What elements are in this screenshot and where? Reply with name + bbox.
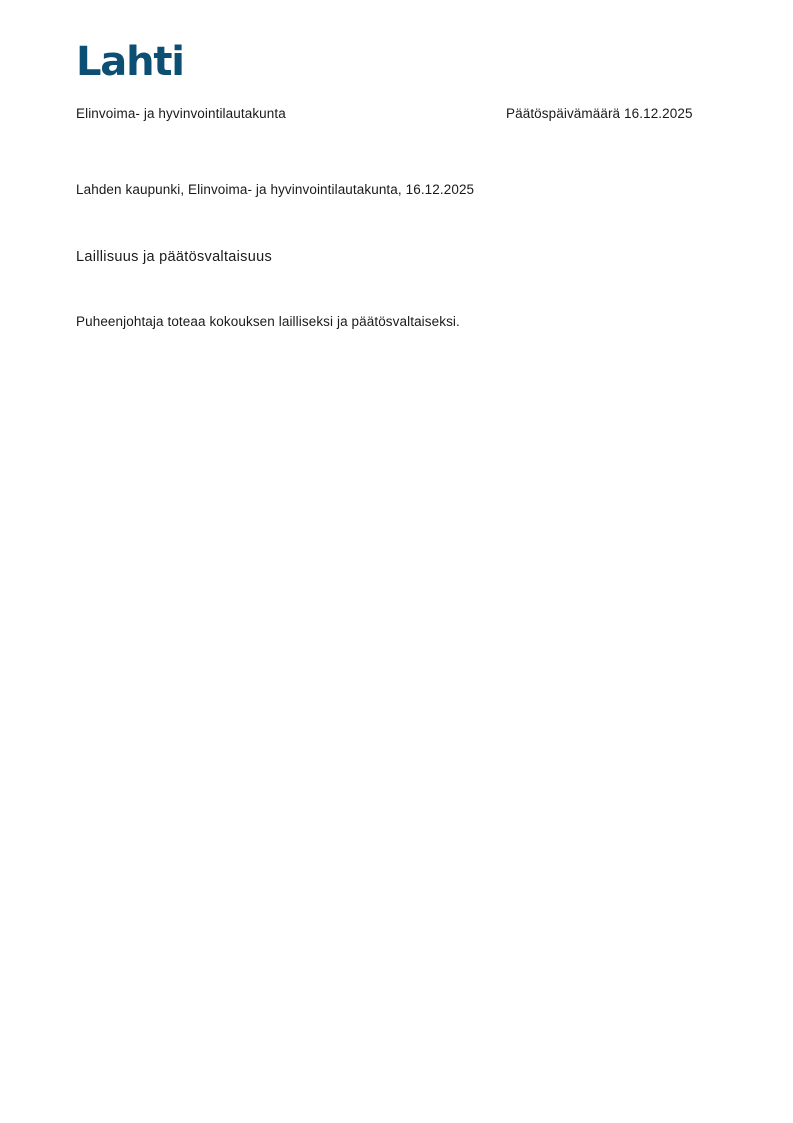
section-heading: Laillisuus ja päätösvaltaisuus: [76, 249, 272, 265]
section-body-text: Puheenjohtaja toteaa kokouksen lailliseksi ja päätösvaltaiseksi.: [76, 314, 460, 329]
logo-wordmark: Lahti: [76, 39, 184, 85]
lahti-logo: [76, 40, 276, 88]
header-organ-name: Elinvoima- ja hyvinvointilautakunta: [76, 106, 286, 121]
header-decision-date: Päätöspäivämäärä 16.12.2025: [506, 106, 693, 121]
meeting-identification-line: Lahden kaupunki, Elinvoima- ja hyvinvointilautakunta, 16.12.2025: [76, 182, 475, 197]
document-header: [76, 105, 716, 123]
